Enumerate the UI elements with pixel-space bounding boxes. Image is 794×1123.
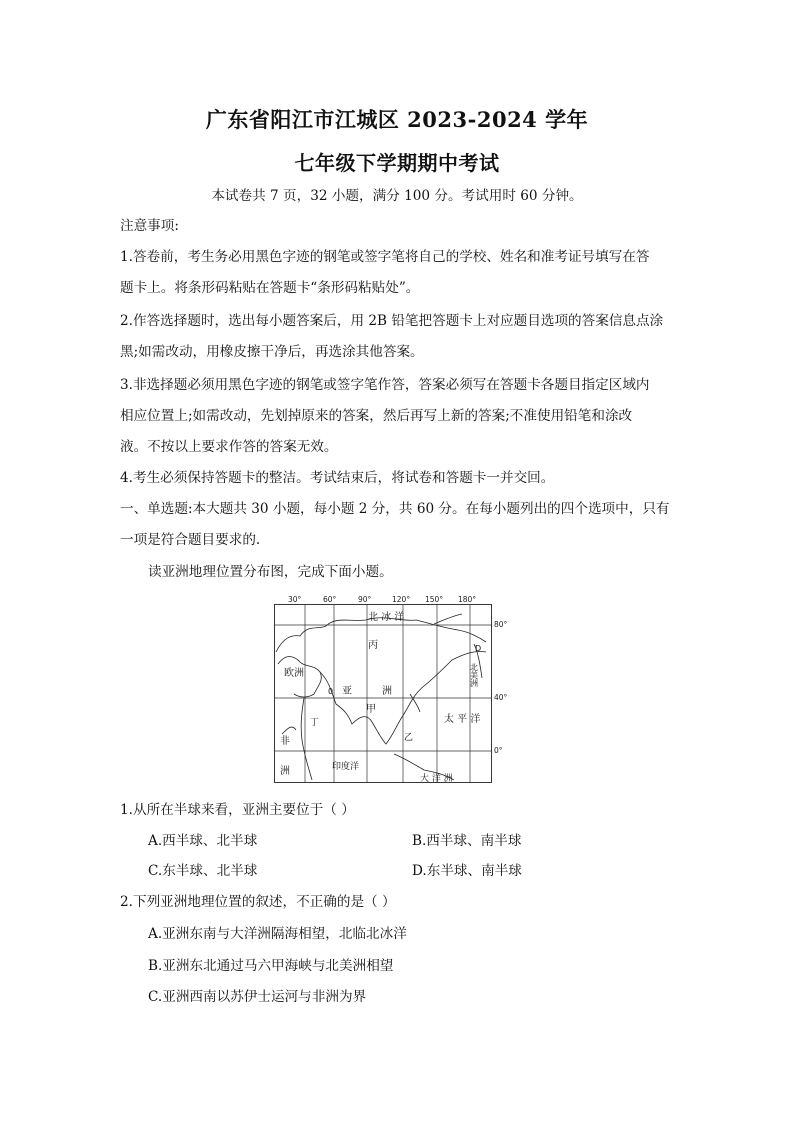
map-label-ding: 丁 bbox=[310, 718, 320, 728]
map-tick-90: 90° bbox=[358, 595, 372, 604]
map-label-yi: 乙 bbox=[404, 733, 414, 743]
map-label-africa-fei: 非 bbox=[280, 736, 290, 747]
map-tick-40: 40° bbox=[494, 693, 508, 702]
asia-location-map bbox=[274, 594, 508, 786]
map-label-africa-zhou: 洲 bbox=[280, 766, 290, 777]
map-tick-60: 60° bbox=[323, 595, 337, 604]
map-tick-150: 150° bbox=[425, 595, 444, 604]
section-intro: 读亚洲地理位置分布图，完成下面小题。 bbox=[148, 564, 393, 580]
section-heading-line1: 一、单选题:本大题共 30 小题，每小题 2 分，共 60 分。在每小题列出的四个选项中，只有 bbox=[120, 501, 670, 517]
question-1-option-b: B.西半球、南半球 bbox=[412, 833, 522, 849]
question-1-stem: 1.从所在半球来看，亚洲主要位于（ ） bbox=[120, 802, 355, 818]
notes-line: 2.作答选择题时，选出每小题答案后，用 2B 铅笔把答题卡上对应题目选项的答案信息点涂 bbox=[120, 313, 664, 329]
map-label-oceania: 大 洋 洲 bbox=[420, 774, 453, 784]
map-label-asia-zhou: 洲 bbox=[382, 686, 392, 697]
map-label-europe: 欧洲 bbox=[284, 668, 304, 679]
exam-title-line2: 七年级下学期期中考试 bbox=[294, 151, 500, 175]
question-2-stem: 2.下列亚洲地理位置的叙述，不正确的是（ ） bbox=[120, 894, 396, 910]
map-tick-30: 30° bbox=[288, 595, 302, 604]
map-tick-0: 0° bbox=[494, 746, 503, 755]
question-1-option-c: C.东半球、北半球 bbox=[148, 863, 258, 879]
question-2-option-b: B.亚洲东北通过马六甲海峡与北美洲相望 bbox=[148, 958, 394, 974]
question-2-option-a: A.亚洲东南与大洋洲隔海相望，北临北冰洋 bbox=[148, 926, 407, 942]
question-1-option-d: D.东半球、南半球 bbox=[412, 863, 522, 879]
notes-line: 液。不按以上要求作答的答案无效。 bbox=[120, 439, 338, 455]
map-label-bing: 丙 bbox=[368, 640, 378, 651]
question-2-option-c: C.亚洲西南以苏伊士运河与非洲为界 bbox=[148, 989, 367, 1005]
map-label-d: D bbox=[475, 644, 482, 653]
notes-heading: 注意事项: bbox=[120, 218, 179, 234]
notes-line: 3.非选择题必须用黑色字迹的钢笔或签字笔作答，答案必须写在答题卡各题目指定区域内 bbox=[120, 377, 650, 393]
notes-line: 题卡上。将条形码粘贴在答题卡“条形码粘贴处”。 bbox=[120, 280, 420, 296]
map-tick-120: 120° bbox=[392, 595, 411, 604]
map-label-north-america: 北美洲 bbox=[469, 663, 479, 687]
question-1-option-a: A.西半球、北半球 bbox=[148, 833, 258, 849]
notes-line: 黑;如需改动，用橡皮擦干净后，再选涂其他答案。 bbox=[120, 344, 424, 360]
map-tick-180: 180° bbox=[458, 595, 477, 604]
map-label-jia: 甲 bbox=[366, 704, 376, 715]
notes-line: 4.考生必须保持答题卡的整洁。考试结束后，将试卷和答题卡一并交回。 bbox=[120, 470, 555, 486]
section-heading-line2: 一项是符合题目要求的. bbox=[120, 532, 261, 548]
map-label-indian-ocean: 印度洋 bbox=[332, 762, 360, 772]
map-label-o: 0 bbox=[328, 687, 334, 696]
map-label-arctic-ocean: 北 冰 洋 bbox=[368, 612, 405, 623]
exam-subtitle: 本试卷共 7 页，32 小题，满分 100 分。考试用时 60 分钟。 bbox=[211, 188, 583, 204]
exam-title-line1: 广东省阳江市江城区 2023-2024 学年 bbox=[205, 107, 589, 132]
map-label-pacific-ocean: 太 平 洋 bbox=[444, 714, 481, 725]
notes-line: 1.答卷前，考生务必用黑色字迹的钢笔或签字笔将自己的学校、姓名和准考证号填写在答 bbox=[120, 249, 650, 265]
map-label-asia-ya: 亚 bbox=[342, 686, 352, 697]
notes-line: 相应位置上;如需改动，先划掉原来的答案，然后再写上新的答案;不准使用铅笔和涂改 bbox=[120, 408, 633, 424]
map-tick-80: 80° bbox=[494, 620, 508, 629]
